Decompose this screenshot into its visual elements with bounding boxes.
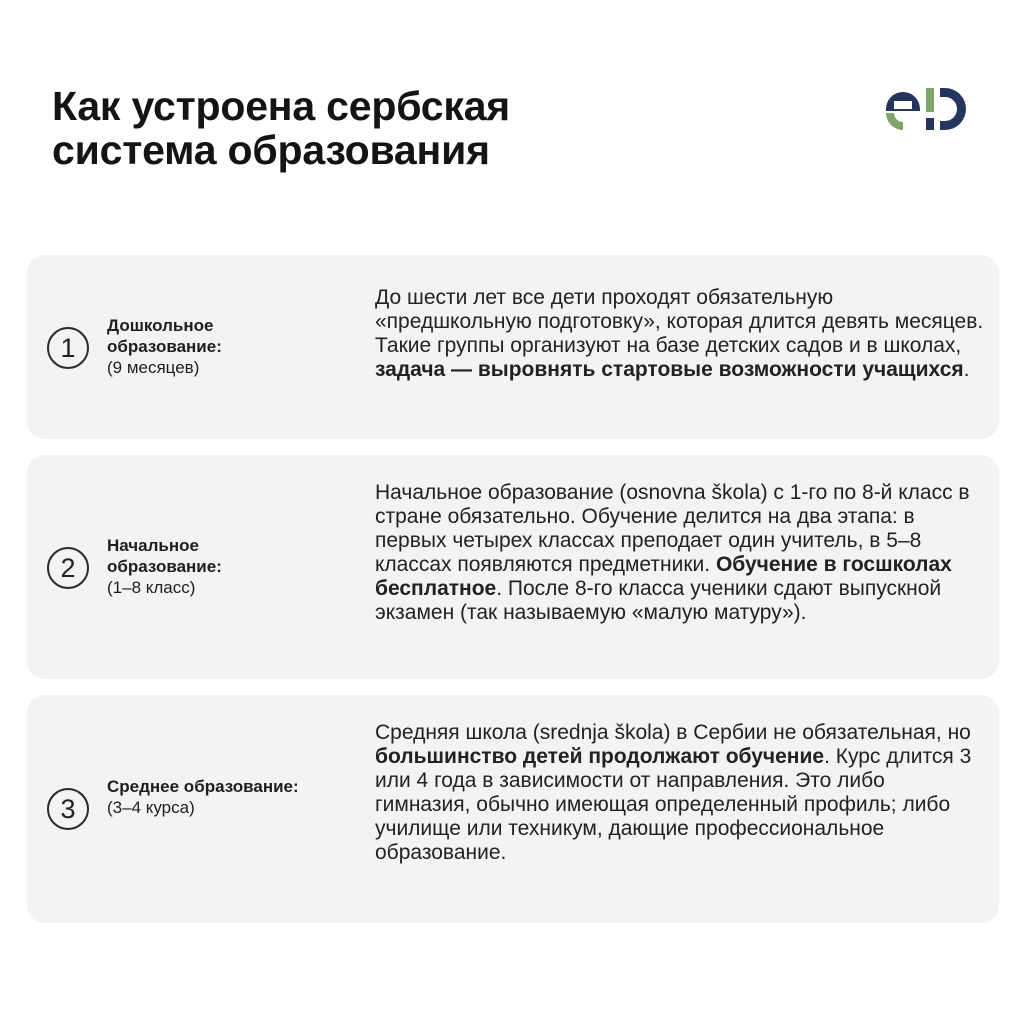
stage-description-text [375, 721, 985, 865]
stage-description-text [375, 286, 985, 382]
stage-description [375, 721, 985, 865]
stage-card-secondary [27, 695, 999, 923]
stage-card-preschool [27, 255, 999, 439]
stage-number-badge: 3 [47, 788, 89, 830]
page-title [52, 84, 752, 172]
logo-bar-bottom [926, 118, 934, 130]
stage-number-badge: 2 [47, 547, 89, 589]
logo-e-counter [894, 101, 912, 109]
stage-name: Дошкольное образование: [107, 316, 222, 356]
stage-card-primary [27, 455, 999, 679]
page-title-line-1: Как устроена сербская [52, 83, 511, 129]
stage-duration: (3–4 курса) [107, 798, 195, 817]
body-text: . После 8-го класса ученики сдают выпускной экзамен (так называемую «малую матуру»). [375, 577, 942, 624]
stage-label [107, 535, 307, 598]
body-text: Средняя школа (srednja škola) в Сербии не обязательная, но [375, 721, 971, 744]
body-text: . Курс длится 3 или 4 года в зависимости от направления. Это либо гимназия, обычно имеющая определенный профиль; либо училище или техникум, дающие профессиональное образование. [375, 745, 972, 864]
page-title-line-2: система образования [52, 127, 490, 173]
stage-description [375, 481, 985, 625]
stage-description [375, 286, 985, 382]
stage-duration: (9 месяцев) [107, 358, 200, 377]
stage-name: Среднее образование: [107, 777, 299, 796]
stage-description-text [375, 481, 985, 625]
stage-number-badge: 1 [47, 327, 89, 369]
logo-bar-top [926, 88, 934, 112]
logo-d [940, 88, 966, 130]
stage-duration: (1–8 класс) [107, 578, 196, 597]
stage-label [107, 776, 307, 818]
highlight-text: Обучение в госшколах бесплатное [375, 553, 952, 600]
body-text: До шести лет все дети проходят обязательную «предшкольную подготовку», которая длится девять месяцев. Такие группы организуют на базе детских садов и в школах, [375, 286, 984, 357]
body-text: Начальное образование (osnovna škola) с 1-го по 8-й класс в стране обязательно. Обучение делится на два этапа: в первых четырех классах преподает один учитель, в 5–8 классах появляются предметники. [375, 481, 970, 576]
stage-name: Начальное образование: [107, 536, 222, 576]
ed-logo-icon [882, 88, 966, 130]
highlight-text: большинство детей продолжают обучение [375, 745, 825, 768]
stage-label [107, 315, 307, 378]
highlight-text: задача — выровнять стартовые возможности учащихся [375, 358, 964, 381]
body-text: . [963, 358, 970, 381]
logo-e-bottom [886, 113, 903, 130]
